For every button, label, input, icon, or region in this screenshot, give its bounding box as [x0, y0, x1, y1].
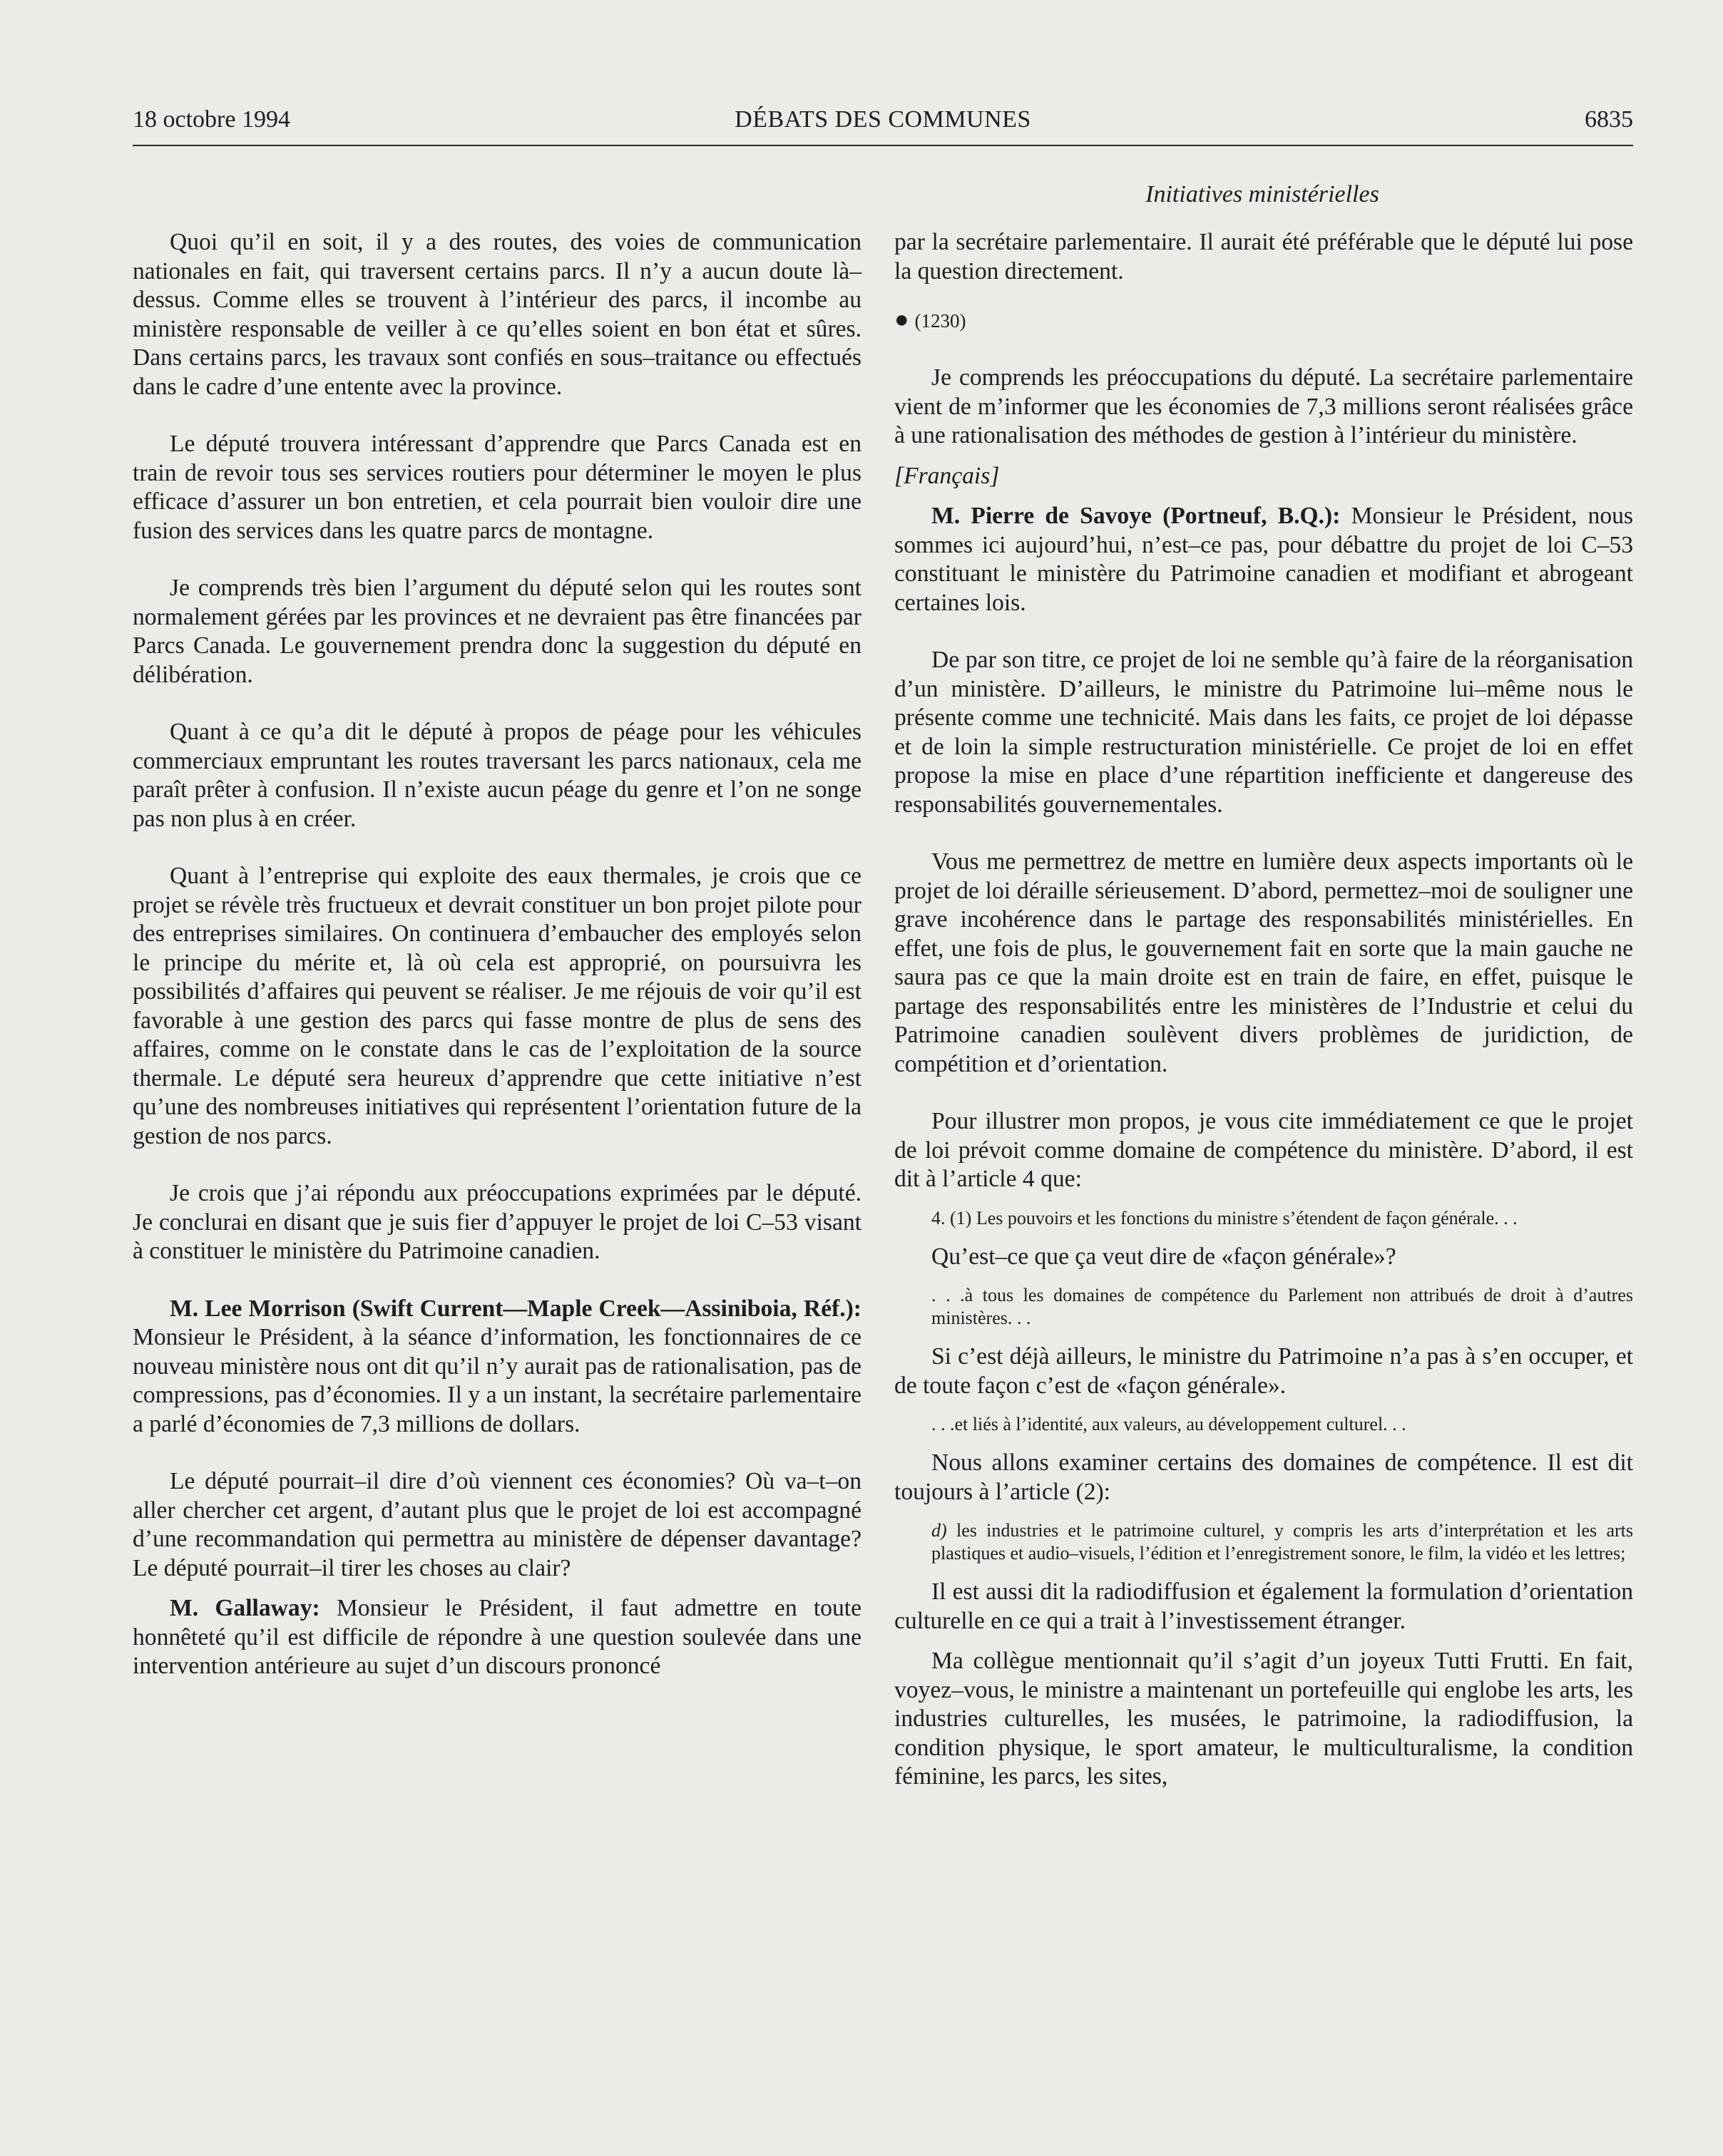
- header-title: DÉBATS DES COMMUNES: [735, 106, 1031, 133]
- paragraph: Je crois que j’ai répondu aux préoccupations exprimées par le député. Je conclurai en disant que je suis fier d’appuyer le projet de loi C–53 visant à constituer le ministère du Patrimoine canadien.: [133, 1180, 862, 1264]
- bullet-icon: ●: [894, 307, 909, 333]
- section-heading: Initiatives ministérielles: [1145, 181, 1379, 207]
- speech-paragraph: [894, 502, 1633, 617]
- paragraph: Vous me permettrez de mettre en lumière deux aspects importants où le projet de loi déraille sérieusement. D’abord, permettez–moi de souligner une grave incohérence dans le partage des responsabilités ministérielles. En effet, une fois de plus, le gouvernement fait en sorte que la main gauche ne saura pas ce que la main droite est en train de faire, en effet, puisque le partage des responsabilités entre les ministères de l’Industrie et celui du Patrimoine canadien soulèvent divers problèmes de juridiction, de compétition et d’orientation.: [894, 848, 1633, 1077]
- speech-paragraph: [133, 1295, 862, 1439]
- paragraph: Quant à ce qu’a dit le député à propos de péage pour les véhicules commerciaux empruntant les routes traversant les parcs nationaux, cela me paraît prêter à confusion. Il n’existe aucun péage du genre et l’on ne songe pas non plus à en créer.: [133, 719, 862, 832]
- speaker-name: M. Lee Morrison (Swift Current—Maple Creek—Assiniboia, Réf.):: [170, 1295, 862, 1322]
- time-marker-text: (1230): [914, 310, 966, 332]
- quote-text: les industries et le patrimoine culturel, y compris les arts d’interprétation et les arts plastiques et audio–visuels, l’édition et l’enregistrement sonore, le film, la vidéo et les lettres;: [931, 1520, 1633, 1564]
- language-tag: [Français]: [894, 462, 1000, 489]
- speech-text: Monsieur le Président, nous sommes ici aujourd’hui, n’est–ce pas, pour débattre du projet de loi C–53 constituant le ministère du Patrimoine canadien et modifiant et abrogeant certaines lois.: [894, 503, 1633, 616]
- right-column: [894, 228, 1633, 1792]
- paragraph: Le député pourrait–il dire d’où viennent ces économies? Où va–t–on aller chercher cet argent, d’autant plus que le projet de loi est accompagné d’une recommandation qui permettra au ministère de dépenser davantage? Le député pourrait–il tirer les choses au clair?: [133, 1468, 862, 1581]
- paragraph: Si c’est déjà ailleurs, le ministre du Patrimoine n’a pas à s’en occuper, et de toute façon c’est de «façon générale».: [894, 1343, 1633, 1399]
- time-marker: [894, 306, 1633, 335]
- paragraph: Il est aussi dit la radiodiffusion et également la formulation d’orientation culturelle en ce qui a trait à l’investissement étranger.: [894, 1578, 1633, 1634]
- speaker-name: M. Pierre de Savoye (Portneuf, B.Q.):: [931, 503, 1341, 529]
- speech-paragraph: [133, 1594, 862, 1681]
- paragraph: Ma collègue mentionnait qu’il s’agit d’un joyeux Tutti Frutti. En fait, voyez–vous, le ministre a maintenant un portefeuille qui englobe les arts, les industries culturelles, les musées, le patrimoine, la radiodiffusion, la condition physique, le sport amateur, le multiculturalisme, la condition féminine, les parcs, les sites,: [894, 1648, 1633, 1790]
- paragraph: Le député trouvera intéressant d’apprendre que Parcs Canada est en train de revoir tous ses services routiers pour déterminer le moyen le plus efficace d’assurer un bon entretien, et cela pourrait bien vouloir dire une fusion des services dans les quatre parcs de montagne.: [133, 431, 862, 544]
- paragraph: Quoi qu’il en soit, il y a des routes, des voies de communication nationales en fait, qui traversent certains parcs. Il n’y a aucun doute là–dessus. Comme elles se trouvent à l’intérieur des parcs, il incombe au ministère responsable de veiller à ce qu’elles soient en bon état et sûres. Dans certains parcs, les travaux sont confiés en sous–traitance ou effectués dans le cadre d’une entente avec la province.: [133, 229, 862, 400]
- legal-quote: 4. (1) Les pouvoirs et les fonctions du ministre s’étendent de façon générale. . .: [931, 1207, 1518, 1228]
- paragraph: Qu’est–ce que ça veut dire de «façon générale»?: [931, 1243, 1396, 1270]
- page-number: 6835: [1585, 106, 1633, 133]
- header-date: 18 octobre 1994: [133, 106, 290, 133]
- speaker-name: M. Gallaway:: [170, 1595, 320, 1621]
- legal-quote: [894, 1519, 1633, 1565]
- speech-text: Monsieur le Président, il faut admettre en toute honnêteté qu’il est difficile de répondre à une question soulevée dans une intervention antérieure au sujet d’un discours prononcé: [133, 1595, 862, 1679]
- legal-quote: . . .et liés à l’identité, aux valeurs, au développement culturel. . .: [931, 1414, 1406, 1434]
- paragraph: Pour illustrer mon propos, je vous cite immédiatement ce que le projet de loi prévoit comme domaine de compétence du ministère. D’abord, il est dit à l’article 4 que:: [894, 1108, 1633, 1192]
- running-head: [133, 100, 1633, 140]
- paragraph: Je comprends les préoccupations du député. La secrétaire parlementaire vient de m’informer que les économies de 7,3 millions seront réalisées grâce à une rationalisation des méthodes de gestion à l’intérieur du ministère.: [894, 364, 1633, 448]
- paragraph-continued: par la secrétaire parlementaire. Il aurait été préférable que le député lui pose la question directement.: [894, 229, 1633, 284]
- paragraph: Je comprends très bien l’argument du député selon qui les routes sont normalement gérées par les provinces et ne devraient pas être financées par Parcs Canada. Le gouvernement prendra donc la suggestion du député en délibération.: [133, 575, 862, 688]
- legal-quote: . . .à tous les domaines de compétence du Parlement non attribués de droit à d’autres ministères. . .: [931, 1285, 1633, 1328]
- paragraph: Nous allons examiner certains des domaines de compétence. Il est dit toujours à l’article (2):: [894, 1449, 1633, 1505]
- paragraph: Quant à l’entreprise qui exploite des eaux thermales, je crois que ce projet se révèle très fructueux et devrait constituer un bon projet pilote pour des entreprises similaires. On continuera d’embaucher des employés selon le principe du mérite et, là où cela est approprié, on poursuivra les possibilités d’affaires qui peuvent se réaliser. Je me réjouis de voir qu’il est favorable à une gestion des parcs qui fasse montre de plus de sens des affaires, comme on le constate dans le cas de l’exploitation de la source thermale. Le député sera heureux d’apprendre que cette initiative n’est qu’une des nombreuses initiatives qui représentent l’orientation future de la gestion de nos parcs.: [133, 863, 862, 1149]
- left-column: [133, 228, 862, 1681]
- quote-item-letter: d): [931, 1520, 947, 1541]
- header-rule: [133, 145, 1633, 146]
- paragraph: De par son titre, ce projet de loi ne semble qu’à faire de la réorganisation d’un ministère. D’ailleurs, le ministre du Patrimoine lui–même nous le présente comme une technicité. Mais dans les faits, ce projet de loi dépasse et de loin la simple restructuration ministérielle. Ce projet de loi en effet propose la mise en place d’une répartition inefficiente et dangereuse des responsabilités gouvernementales.: [894, 647, 1633, 818]
- speech-text: Monsieur le Président, à la séance d’information, les fonctionnaires de ce nouveau ministère nous ont dit qu’il n’y aurait pas de rationalisation, pas de compressions, pas d’économies. Il y a un instant, la secrétaire parlementaire a parlé d’économies de 7,3 millions de dollars.: [133, 1324, 862, 1437]
